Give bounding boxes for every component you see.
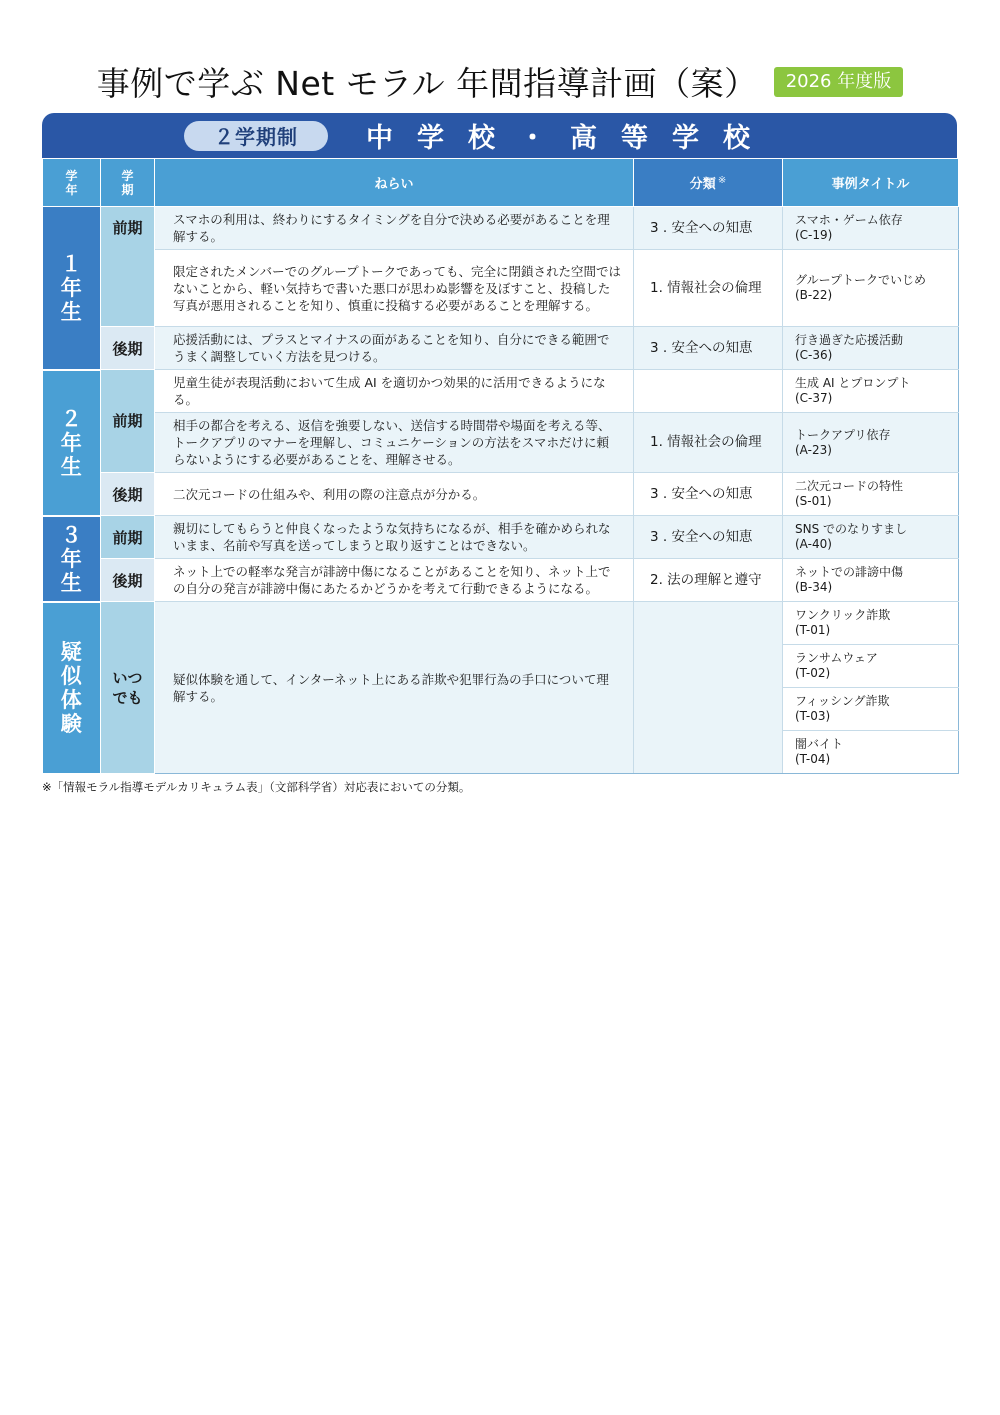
term-label: 後期 [112,339,143,358]
case-code: (T-04) [795,752,831,766]
aim-cell: 限定されたメンバーでのグループトークであっても、完全に閉鎖された空間ではないことから、軽い気持ちで書いた悪口が思わぬ影響を及ぼすこと、投稿した写真が悪用されることを知り、慎重に投稿する必要があることを理解する。 [155,250,634,327]
term-label: 前期 [112,412,143,430]
col-term-label: 学期 [121,168,134,197]
aim-cell: 二次元コードの仕組みや、利用の際の注意点が分かる。 [155,473,634,516]
term-label: 前期 [112,219,143,237]
col-header-aim [155,159,634,207]
case-code: (C-19) [795,228,833,242]
case-title: ランサムウェア [795,651,878,665]
grade-1-label: １年生 [60,251,82,324]
category-cell: 2. 法の理解と遵守 [634,559,783,602]
term-second-cell [101,327,155,370]
case-code: (C-37) [795,391,833,405]
aim-cell: ネット上での軽率な発言が誹謗中傷になることがあることを知り、ネット上での自分の発言が誹謗中傷にあたるかどうかを考えて行動できるようになる。 [155,559,634,602]
case-code: (T-01) [795,623,831,637]
case-title: 行き過ぎた応援活動 [795,333,904,347]
aim-cell: 相手の都合を考える、返信を強要しない、送信する時間帯や場面を考える等、トークアプリのマナーを理解し、コミュニケーションの方法をスマホだけに頼らないようにする必要があることを、理解させる。 [155,413,634,473]
case-title: 二次元コードの特性 [795,479,904,493]
case-title: 生成 AI とプロンプト [795,376,911,390]
col-header-case [783,159,959,207]
category-cell: 1. 情報社会の倫理 [634,250,783,327]
table-row [43,559,959,602]
case-cell [783,688,959,731]
col-header-category [634,159,783,207]
school-level-title: 中学校・高等学校 [366,123,774,154]
plan-table [42,158,959,775]
page-title: 事例で学ぶ Net モラル 年間指導計画（案） [96,64,758,103]
table-row [43,370,959,413]
aim-cell: 疑似体験を通して、インターネット上にある詐欺や犯罪行為の手口について理解する。 [155,602,634,774]
grade-2-cell [43,370,101,516]
grade-3-cell [43,516,101,602]
grade-3-label: ３年生 [60,522,82,595]
term-label: 前期 [112,528,143,547]
grade-1-cell [43,207,101,370]
case-cell [783,250,959,327]
col-category-label: 分類 [689,177,716,192]
table-row [43,327,959,370]
term-system-pill: ２学期制 [184,121,328,151]
term-anytime-cell [101,602,155,774]
col-header-term [101,159,155,207]
category-cell: 3 . 安全への知恵 [634,473,783,516]
grade-2-label: ２年生 [60,406,82,479]
category-cell: 3 . 安全への知恵 [634,207,783,250]
aim-cell: 児童生徒が表現活動において生成 AI を適切かつ効果的に活用できるようになる。 [155,370,634,413]
case-title: ネットでの誹謗中傷 [795,565,904,579]
case-cell [783,559,959,602]
term-second-cell [101,559,155,602]
case-code: (T-02) [795,666,831,680]
category-cell: 1. 情報社会の倫理 [634,413,783,473]
case-code: (T-03) [795,709,831,723]
case-cell [783,602,959,645]
edition-badge: 2026 年度版 [774,67,904,97]
aim-cell: スマホの利用は、終わりにするタイミングを自分で決める必要があることを理解する。 [155,207,634,250]
table-row [43,250,959,327]
term-label: 後期 [112,485,143,504]
case-title: フィッシング詐欺 [795,694,890,708]
col-header-grade [43,159,101,207]
category-note-mark: ※ [717,174,727,186]
case-code: (A-40) [795,537,832,551]
case-title: SNS でのなりすまし [795,522,908,536]
case-code: (C-36) [795,348,833,362]
case-cell [783,731,959,774]
case-title: 闇バイト [795,737,844,751]
case-cell [783,473,959,516]
table-row [43,473,959,516]
case-title: スマホ・ゲーム依存 [795,213,903,227]
case-title: グループトークでいじめ [795,273,927,287]
case-title: トークアプリ依存 [795,427,891,442]
term-first-cell [101,207,155,327]
col-aim-label: ねらい [374,177,414,192]
aim-cell: 応援活動には、プラスとマイナスの面があることを知り、自分にできる範囲でうまく調整していく方法を見つける。 [155,327,634,370]
school-banner [42,113,957,158]
table-row [43,516,959,559]
table-row [43,207,959,250]
col-case-label: 事例タイトル [831,177,910,192]
case-cell [783,370,959,413]
header-row [43,159,959,207]
category-cell: 3 . 安全への知恵 [634,516,783,559]
category-cell [634,370,783,413]
case-cell [783,413,959,473]
case-cell [783,207,959,250]
category-cell [634,602,783,774]
term-first-cell [101,516,155,559]
term-label: いつでも [112,668,143,707]
table-row [43,413,959,473]
aim-cell: 親切にしてもらうと仲良くなったような気持ちになるが、相手を確かめられないまま、名前や写真を送ってしまうと取り返すことはできない。 [155,516,634,559]
footnote: ※「情報モラル指導モデルカリキュラム表」（文部科学省）対応表においての分類。 [42,780,471,794]
term-second-cell [101,473,155,516]
term-label: 後期 [112,571,143,590]
category-cell: 3 . 安全への知恵 [634,327,783,370]
title-bar [0,58,1000,105]
term-first-cell [101,370,155,473]
simulation-label: 疑似体験 [60,639,82,736]
case-code: (S-01) [795,494,832,508]
simulation-cell [43,602,101,774]
table-row [43,602,959,645]
case-cell [783,645,959,688]
case-code: (B-22) [795,288,833,302]
case-cell [783,327,959,370]
case-cell [783,516,959,559]
col-grade-label: 学年 [65,168,78,197]
case-title: ワンクリック詐欺 [795,608,891,622]
case-code: (A-23) [795,442,832,457]
case-code: (B-34) [795,580,833,594]
